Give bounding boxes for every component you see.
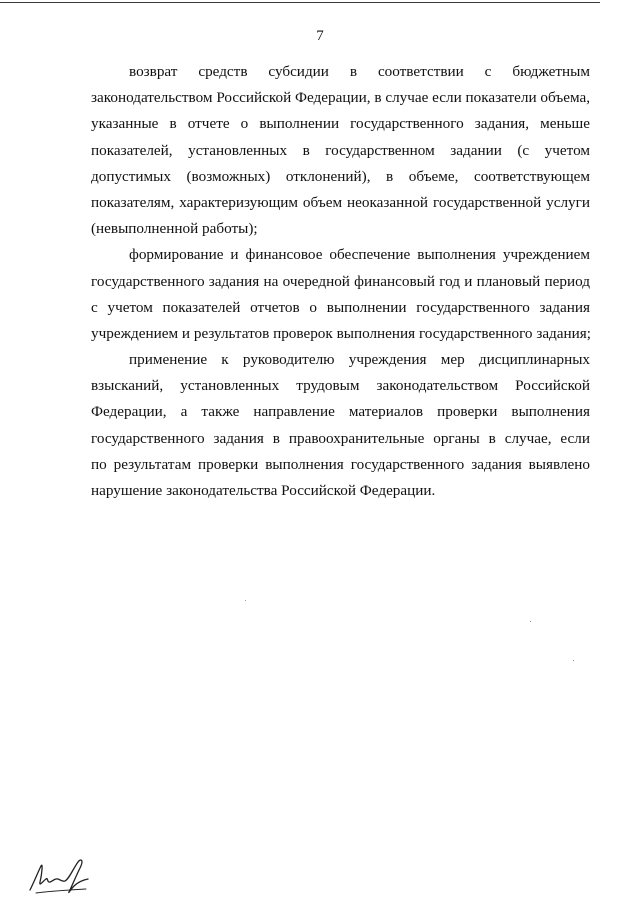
page-number: 7 (316, 28, 324, 44)
text-line: законодательством Российской Федерации, в случае если показатели объема, (91, 89, 590, 107)
text-line: Федерации, а также направление материалов проверки выполнения (91, 403, 590, 421)
document-body (91, 59, 590, 504)
text-line: по результатам проверки выполнения государственного задания выявлено (91, 455, 590, 473)
text-line: государственного задания в правоохранительные органы в случае, если (91, 429, 590, 447)
text-line: государственного задания на очередной финансовый год и плановый период (91, 272, 590, 290)
page-top-edge-line (0, 2, 600, 3)
text-line: взысканий, установленных трудовым законодательством Российской (91, 377, 590, 395)
text-line: учреждением и результатов проверок выполнения государственного задания; (91, 324, 591, 342)
text-line: показателей, установленных в государственном задании (с учетом (91, 141, 590, 159)
text-line: применение к руководителю учреждения мер дисциплинарных (129, 351, 590, 369)
text-line: (невыполненной работы); (91, 220, 258, 238)
scan-speck (245, 600, 246, 601)
text-line: формирование и финансовое обеспечение выполнения учреждением (129, 246, 590, 264)
text-line: с учетом показателей отчетов о выполнении государственного задания (91, 298, 590, 316)
scan-speck (530, 621, 531, 622)
text-line: показателям, характеризующим объем неоказанной государственной услуги (91, 193, 590, 211)
text-line: нарушение законодательства Российской Федерации. (91, 482, 436, 499)
handwritten-signature (28, 852, 98, 896)
text-line: возврат средств субсидии в соответствии с бюджетным (129, 63, 590, 80)
text-line: допустимых (возможных) отклонений), в объеме, соответствующем (91, 167, 590, 185)
scan-speck (573, 660, 574, 661)
text-line: указанные в отчете о выполнении государственного задания, меньше (91, 115, 590, 133)
